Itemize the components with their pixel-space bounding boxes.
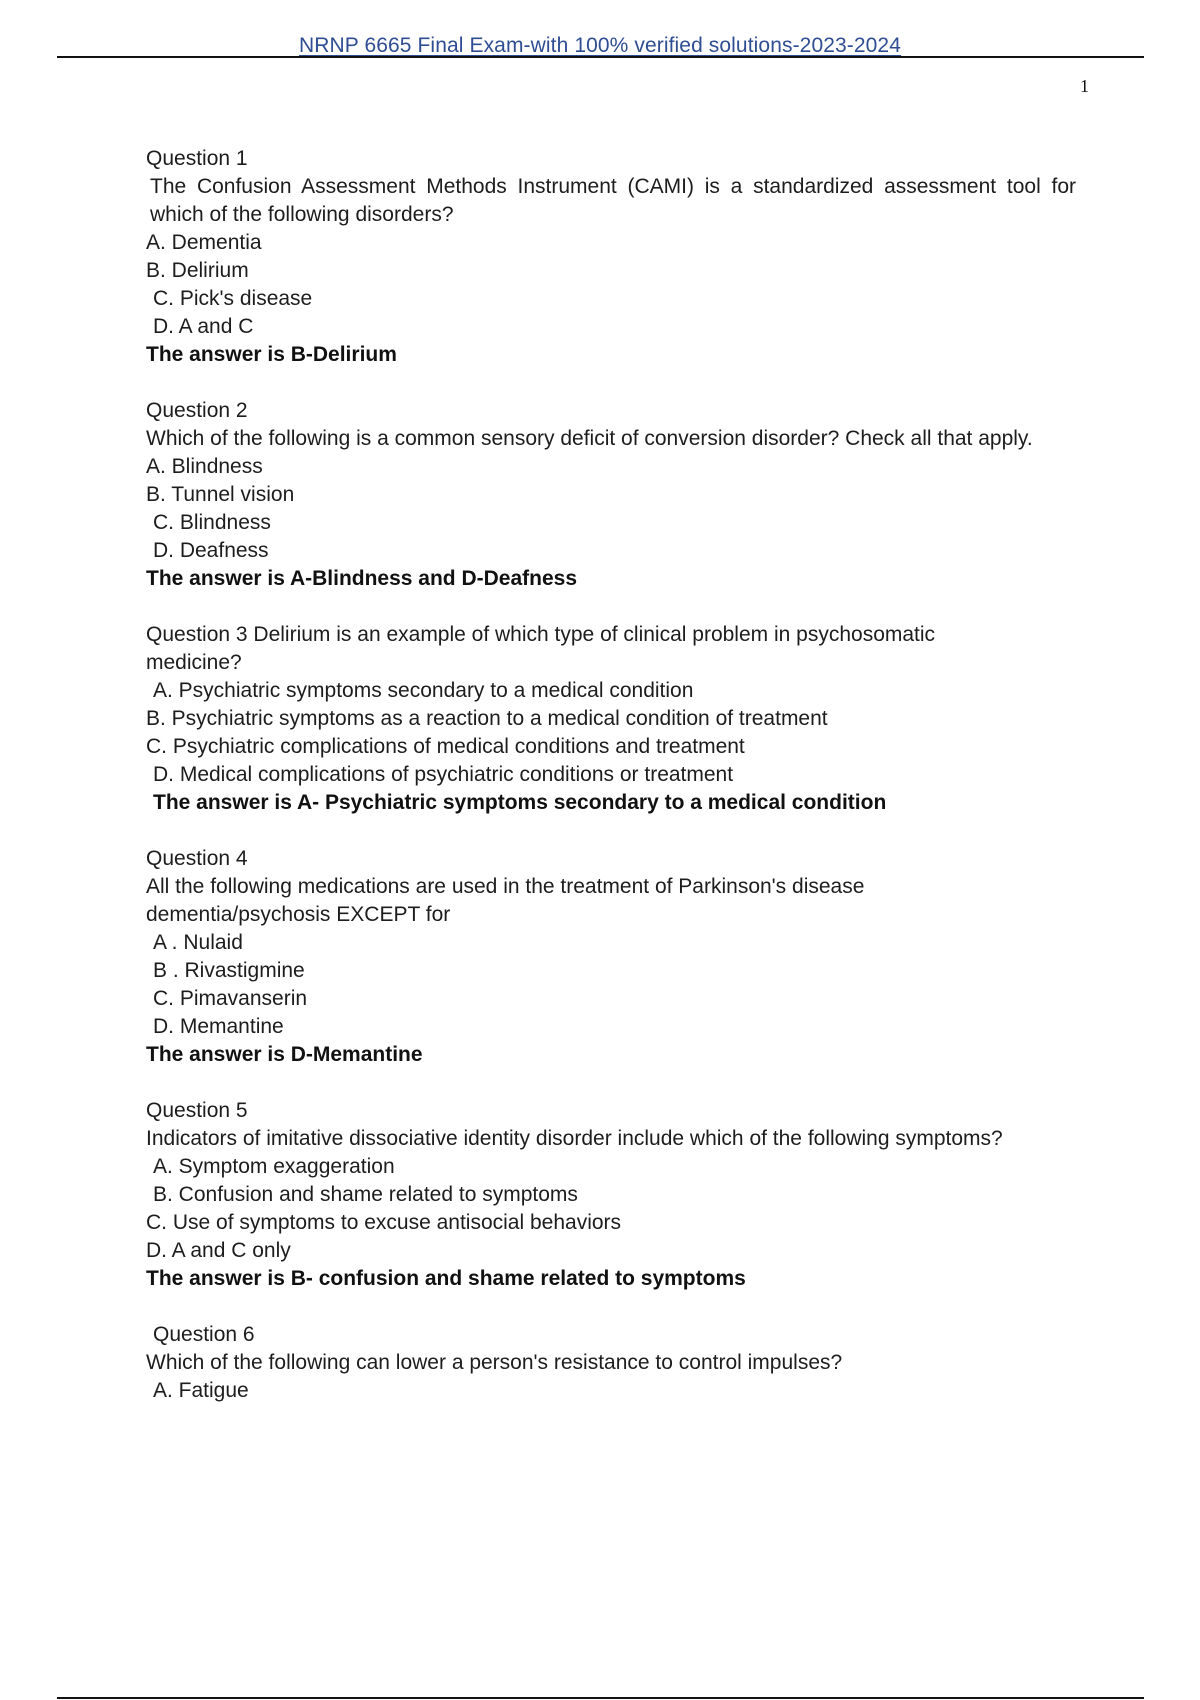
question-block (146, 845, 1076, 1069)
question-title: Question 2 (146, 399, 248, 422)
answer-option: A. Symptom exaggeration (153, 1155, 395, 1178)
answer-option: A. Blindness (146, 455, 263, 478)
question-block (146, 145, 1076, 369)
question-text: The Confusion Assessment Methods Instrument (CAMI) is a standardized assessment tool for which of the following disorders? (150, 175, 1076, 226)
answer-option: D. A and C (153, 315, 254, 338)
answer-key: The answer is B-Delirium (146, 343, 397, 366)
answer-key: The answer is B- confusion and shame related to symptoms (146, 1267, 746, 1290)
question-title: Question 4 (146, 847, 248, 870)
answer-option: B. Confusion and shame related to symptoms (153, 1183, 578, 1206)
answer-option: D. Deafness (153, 539, 269, 562)
question-list (146, 145, 1076, 1433)
answer-option: A. Fatigue (153, 1379, 249, 1402)
question-title: Question 3 (146, 623, 248, 646)
answer-option: B. Delirium (146, 259, 249, 282)
question-title: Question 5 (146, 1099, 248, 1122)
question-block (146, 1321, 1076, 1405)
question-text: Delirium is an example of which type of clinical problem in psychosomatic medicine? (146, 623, 936, 674)
answer-key: The answer is D-Memantine (146, 1043, 423, 1066)
footer-divider (57, 1697, 1144, 1699)
header-divider (57, 56, 1144, 58)
answer-option: D. A and C only (146, 1239, 291, 1262)
document-header-title: NRNP 6665 Final Exam-with 100% verified solutions-2023-2024 (299, 34, 901, 57)
question-block (146, 397, 1076, 593)
question-title: Question 1 (146, 147, 248, 170)
question-text: Which of the following is a common sensory deficit of conversion disorder? Check all that apply. (146, 427, 1033, 450)
question-title: Question 6 (153, 1323, 255, 1346)
answer-option: A. Psychiatric symptoms secondary to a medical condition (153, 679, 694, 702)
answer-option: C. Psychiatric complications of medical conditions and treatment (146, 735, 745, 758)
answer-option: C. Pick's disease (153, 287, 313, 310)
question-block (146, 1097, 1076, 1293)
answer-option: B . Rivastigmine (153, 959, 305, 982)
answer-option: B. Tunnel vision (146, 483, 295, 506)
page-number: 1 (1080, 76, 1089, 96)
answer-option: D. Medical complications of psychiatric conditions or treatment (153, 763, 734, 786)
question-text: All the following medications are used in the treatment of Parkinson's disease dementia/psychosis EXCEPT for (146, 875, 865, 926)
answer-key: The answer is A- Psychiatric symptoms secondary to a medical condition (153, 791, 887, 814)
answer-option: A . Nulaid (153, 931, 243, 954)
answer-option: C. Use of symptoms to excuse antisocial behaviors (146, 1211, 622, 1234)
answer-option: B. Psychiatric symptoms as a reaction to a medical condition of treatment (146, 707, 828, 730)
question-text: Which of the following can lower a person's resistance to control impulses? (146, 1351, 843, 1374)
question-block (146, 621, 1076, 817)
answer-option: C. Pimavanserin (153, 987, 308, 1010)
answer-option: D. Memantine (153, 1015, 284, 1038)
answer-option: C. Blindness (153, 511, 271, 534)
answer-option: A. Dementia (146, 231, 262, 254)
answer-key: The answer is A-Blindness and D-Deafness (146, 567, 578, 590)
question-text: Indicators of imitative dissociative identity disorder include which of the following symptoms? (146, 1127, 1003, 1150)
